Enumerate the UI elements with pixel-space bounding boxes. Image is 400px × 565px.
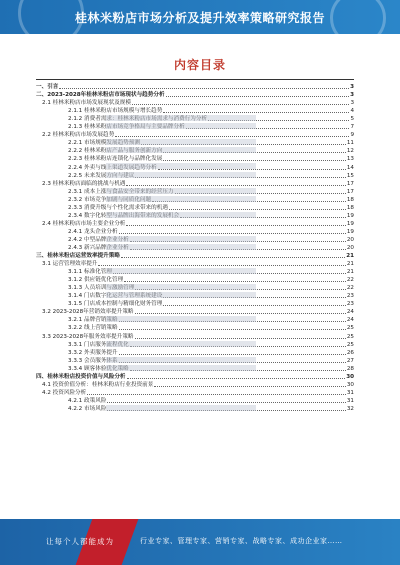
toc-entry-page: 4 xyxy=(350,108,354,115)
toc-entry-text: 2.2.3 桂林米粉店连锁化与品牌化发展 xyxy=(68,156,163,163)
toc-entry-text: 2.2.1 市场规模发展趋势预测 xyxy=(68,140,140,147)
toc-entry-text: 2.3.2 市场竞争加剧与同质化问题 xyxy=(68,196,152,203)
toc-entry[interactable] xyxy=(36,364,354,372)
toc-entry-text: 3.1.3 人员培训与激励管理 xyxy=(68,285,135,292)
page-footer xyxy=(0,519,400,565)
toc-entry[interactable] xyxy=(36,275,354,283)
toc-entry-text: 3.3.2 外卖服务提升 xyxy=(68,349,118,356)
toc-entry-text: 3.3.4 顾客体验优化策略 xyxy=(68,365,129,372)
toc-leader-dots xyxy=(107,402,345,403)
toc-entry-text: 2.2.2 桂林米粉店产品与服务创新方向 xyxy=(68,148,163,155)
toc-entry[interactable] xyxy=(36,396,354,404)
toc-entry[interactable] xyxy=(36,323,354,331)
toc-entry-page: 32 xyxy=(346,405,354,412)
scan-shadow xyxy=(106,341,256,347)
toc-leader-dots xyxy=(119,354,346,355)
page-header xyxy=(0,0,400,34)
toc-entry-page: 23 xyxy=(346,301,354,308)
scan-shadow xyxy=(106,212,256,218)
toc-entry-page: 31 xyxy=(346,389,354,396)
toc-entry-page: 9 xyxy=(350,132,354,139)
toc-entry-text: 2.2.4 外卖与线上渠道发展趋势分析 xyxy=(68,164,157,171)
scan-shadow xyxy=(106,139,256,145)
toc-entry-page: 20 xyxy=(346,244,354,251)
toc-entry-text: 4.2.1 政策风险 xyxy=(68,397,107,404)
toc-leader-dots xyxy=(132,104,349,105)
toc-entry[interactable] xyxy=(36,90,354,98)
toc-entry-text: 2.3 桂林米粉店面临的挑战与机遇 xyxy=(42,180,126,187)
toc-entry[interactable] xyxy=(36,243,354,251)
toc-entry-page: 18 xyxy=(346,196,354,203)
scan-shadow xyxy=(106,172,256,178)
footer-tagline: 行业专家、管理专家、营销专家、战略专家、成功企业家…… xyxy=(140,537,343,545)
toc-entry-text: 2.1.1 桂林米粉店市场规模与增长趋势 xyxy=(68,108,163,115)
toc-entry-text: 3.2.2 线上营销策略 xyxy=(68,325,118,332)
toc-entry[interactable] xyxy=(36,235,354,243)
toc-leader-dots xyxy=(119,329,346,330)
toc-entry-page: 3 xyxy=(350,92,354,99)
toc-entry-text: 3.1.2 供应链优化管理 xyxy=(68,277,124,284)
toc-entry[interactable] xyxy=(36,219,354,227)
toc-entry-text: 3.2 2023-2028年营销效率提升策略 xyxy=(42,309,134,316)
toc-entry-text: 2.4 桂林米粉店市场主要企业分析 xyxy=(42,220,126,227)
toc-entry[interactable] xyxy=(36,146,354,154)
toc-entry-page: 21 xyxy=(346,253,354,260)
toc-leader-dots xyxy=(59,88,349,89)
toc-entry-text: 2.4.3 新兴品牌企业分析 xyxy=(68,244,129,251)
toc-entry[interactable] xyxy=(36,195,354,203)
toc-entry-page: 20 xyxy=(346,236,354,243)
toc-entry-text: 2.3.1 成本上涨与食品安全带来的经营压力 xyxy=(68,188,174,195)
toc-entry[interactable] xyxy=(36,291,354,299)
toc-entry-page: 17 xyxy=(346,188,354,195)
toc-leader-dots xyxy=(166,96,350,97)
toc-leader-dots xyxy=(135,313,346,314)
toc-entry-text: 2.4.2 中型品牌企业分析 xyxy=(68,236,129,243)
toc-leader-dots xyxy=(154,386,346,387)
toc-entry-page: 24 xyxy=(346,317,354,324)
toc-entry[interactable] xyxy=(36,331,354,339)
scan-shadow xyxy=(106,115,256,121)
toc-entry[interactable] xyxy=(36,114,354,122)
scan-shadow xyxy=(106,163,256,169)
toc-entry-page: 30 xyxy=(346,373,354,380)
toc-entry[interactable] xyxy=(36,162,354,170)
toc-leader-dots xyxy=(124,281,346,282)
toc-entry-text: 2.2.5 未来发展方向与建议 xyxy=(68,172,135,179)
toc-entry[interactable] xyxy=(36,315,354,323)
toc-entry[interactable] xyxy=(36,380,354,388)
toc-entry-text: 2.3.3 消费升级与个性化需求带来的机遇 xyxy=(68,204,168,211)
toc-entry[interactable] xyxy=(36,259,354,267)
scan-shadow xyxy=(106,357,256,363)
toc-entry[interactable] xyxy=(36,98,354,106)
toc-entry-text: 四、桂林米粉店投资价值与风险分析 xyxy=(36,373,126,380)
toc-entry[interactable] xyxy=(36,203,354,211)
scan-shadow xyxy=(106,268,256,274)
toc-leader-dots xyxy=(169,209,346,210)
scan-shadow xyxy=(106,316,256,322)
toc-entry-page: 13 xyxy=(346,156,354,163)
scan-shadow xyxy=(106,188,256,194)
toc-entry-page: 17 xyxy=(346,180,354,187)
scan-shadow xyxy=(106,365,256,371)
footer-slogan: 让每个人都能成为 xyxy=(46,537,114,546)
scan-shadow xyxy=(106,244,256,250)
toc-entry[interactable] xyxy=(36,154,354,162)
toc-entry-text: 3.3.1 门店服务流程优化 xyxy=(68,341,129,348)
toc-entry[interactable] xyxy=(36,211,354,219)
scan-shadow xyxy=(106,196,256,202)
toc-entry-text: 2.1.2 消费者需求：桂林米粉店市场需求与消费行为分析 xyxy=(68,116,208,123)
toc-entry-text: 3.1.4 门店数字化运营与管理系统建设 xyxy=(68,293,163,300)
scan-shadow xyxy=(106,284,256,290)
toc-title: 内容目录 xyxy=(173,58,226,72)
toc-leader-dots xyxy=(119,233,346,234)
toc-entry[interactable] xyxy=(36,388,354,396)
toc-entry-page: 7 xyxy=(350,124,354,131)
report-title: 桂林米粉店市场分析及提升效率策略研究报告 xyxy=(74,11,325,25)
toc-leader-dots xyxy=(115,136,349,137)
toc-entry-page: 14 xyxy=(346,164,354,171)
toc-entry-page: 25 xyxy=(346,333,354,340)
toc-entry-page: 21 xyxy=(346,269,354,276)
toc-entry-page: 31 xyxy=(346,397,354,404)
toc-entry[interactable] xyxy=(36,171,354,179)
toc-entry-text: 2.1 桂林米粉店市场发展现状及规模 xyxy=(42,100,131,107)
toc-entry[interactable] xyxy=(36,106,354,114)
toc-entry-text: 3.3 2023-2028年服务效率提升策略 xyxy=(42,333,134,340)
toc-entry[interactable] xyxy=(36,227,354,235)
toc-entry-page: 18 xyxy=(346,204,354,211)
toc-entry[interactable] xyxy=(36,122,354,130)
toc-entry[interactable] xyxy=(36,130,354,138)
toc-entry[interactable] xyxy=(36,356,354,364)
toc-leader-dots xyxy=(163,160,346,161)
toc-leader-dots xyxy=(135,338,346,339)
toc-entry-page: 3 xyxy=(350,100,354,107)
toc-entry-page: 27 xyxy=(346,357,354,364)
toc-entry[interactable] xyxy=(36,404,354,412)
toc-leader-dots xyxy=(126,225,345,226)
toc-entry-page: 19 xyxy=(346,228,354,235)
toc-entry[interactable] xyxy=(36,187,354,195)
scan-shadow xyxy=(106,236,256,242)
toc-entry-page: 3 xyxy=(350,84,354,91)
toc-entry[interactable] xyxy=(36,307,354,315)
toc-entry-page: 26 xyxy=(346,349,354,356)
toc-entry[interactable] xyxy=(36,372,354,380)
scan-shadow xyxy=(106,405,256,411)
toc-entry-text: 4.2 投资风险分析 xyxy=(42,389,87,396)
toc-leader-dots xyxy=(163,305,346,306)
toc-entry-page: 15 xyxy=(346,172,354,179)
toc-entry-page: 22 xyxy=(346,285,354,292)
toc-entry-text: 2.2 桂林米粉店市场发展趋势 xyxy=(42,132,115,139)
toc-entry[interactable] xyxy=(36,179,354,187)
toc-entry-text: 2.3.4 数字化转型与品牌出海带来的发展机会 xyxy=(68,212,180,219)
scan-shadow xyxy=(106,292,256,298)
toc-entry-text: 二、2023-2028年桂林米粉店市场现状与趋势分析 xyxy=(36,92,165,99)
toc-entry-text: 2.1.3 桂林米粉店市场竞争格局与主要品牌分析 xyxy=(68,124,185,131)
toc-entry-text: 3.1.1 标准化管理 xyxy=(68,269,112,276)
toc-entry[interactable] xyxy=(36,82,354,90)
toc-entry-page: 5 xyxy=(350,116,354,123)
scan-shadow xyxy=(106,123,256,129)
toc-entry[interactable] xyxy=(36,138,354,146)
toc-entry-text: 4.2.2 市场风险 xyxy=(68,405,107,412)
toc-leader-dots xyxy=(126,185,345,186)
toc-entry-text: 3.2.1 品牌营销策略 xyxy=(68,317,118,324)
toc-entry-text: 三、桂林米粉店运营效率提升策略 xyxy=(36,253,120,260)
toc-entry[interactable] xyxy=(36,251,354,259)
toc-entry-page: 19 xyxy=(346,212,354,219)
toc-entry-page: 11 xyxy=(346,140,354,147)
toc-leader-dots xyxy=(87,394,346,395)
toc-entry-page: 12 xyxy=(346,148,354,155)
toc-entry-page: 25 xyxy=(346,325,354,332)
toc-leader-dots xyxy=(163,112,349,113)
toc-entry-page: 28 xyxy=(346,365,354,372)
toc-leader-dots xyxy=(127,378,346,379)
toc-entry[interactable] xyxy=(36,283,354,291)
toc-leader-dots xyxy=(98,265,345,266)
toc-entry[interactable] xyxy=(36,267,354,275)
toc-entry-page: 24 xyxy=(346,309,354,316)
toc-entry-text: 2.4.1 龙头企业分析 xyxy=(68,228,118,235)
toc-leader-dots xyxy=(121,257,345,258)
toc-entry-page: 25 xyxy=(346,341,354,348)
toc-entry-page: 21 xyxy=(346,261,354,268)
toc-divider xyxy=(36,79,354,80)
toc-entry-text: 4.1 投资价值分析：桂林米粉店行业投资前景 xyxy=(42,381,154,388)
toc-entry-text: 3.3.3 会员服务体系 xyxy=(68,357,118,364)
toc-entry-page: 30 xyxy=(346,381,354,388)
toc-entry-page: 19 xyxy=(346,220,354,227)
toc-entry-text: 一、引言 xyxy=(36,84,59,91)
toc-entry[interactable] xyxy=(36,299,354,307)
toc-entry-page: 22 xyxy=(346,277,354,284)
toc-entry-text: 3.1 运营管理效率提升 xyxy=(42,261,98,268)
toc-entry[interactable] xyxy=(36,340,354,348)
toc-entry[interactable] xyxy=(36,348,354,356)
toc-entry-text: 3.1.5 门店成本控制与精细化财务管理 xyxy=(68,301,163,308)
table-of-contents xyxy=(36,82,354,412)
toc-entry-page: 23 xyxy=(346,293,354,300)
scan-shadow xyxy=(106,147,256,153)
